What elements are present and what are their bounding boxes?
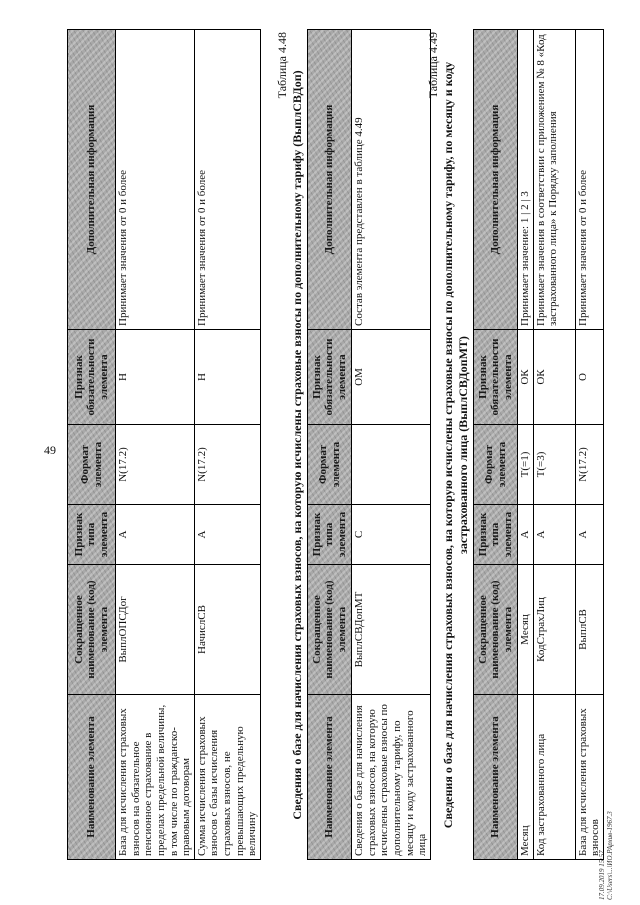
cell-info: Принимает значение: 1 | 2 | 3 (518, 30, 534, 330)
header-name: Наименование элемента (308, 695, 352, 860)
cell-name: База для исчисления страховых взносов (575, 695, 603, 860)
cell-format: N(17.2) (575, 425, 603, 505)
cell-code: КодСтрахЛиц (533, 565, 575, 695)
table-top (67, 29, 261, 860)
cell-info: Принимает значения от 0 и более (194, 30, 260, 330)
cell-required: Н (116, 330, 195, 425)
cell-type: А (575, 505, 603, 565)
header-short-name: Сокращенное наименование (код) элемента (308, 565, 352, 695)
table-449-section (426, 30, 604, 860)
table-449-title: Сведения о базе для начисления страховых взносов, на которую исчислены страховые взносы по дополнительному тарифу, по месяцу и коду застрахованного лица (ВыплСВДопМТ) (441, 61, 470, 829)
table-449-label: Таблица 4.49 (426, 32, 440, 99)
cell-code: Месяц (518, 565, 534, 695)
table-449 (473, 29, 604, 860)
cell-type: А (116, 505, 195, 565)
cell-name: Месяц (518, 695, 534, 860)
table-448-title: Сведения о базе для начисления страховых взносов, на которую исчислены страховые взносы по дополнительному тарифу (ВыплСВДоп) (290, 70, 304, 820)
page-number: 49 (44, 443, 56, 457)
cell-name: Код застрахованного лица (533, 695, 575, 860)
cell-type: С (352, 505, 431, 565)
header-name: Наименование элемента (68, 695, 116, 860)
cell-name: Сумма исчисления страховых взносов с базы исчисления страховых взносов, не превышающих предельную величину (194, 695, 260, 860)
table-top-section (67, 29, 261, 860)
cell-info: Принимает значения в соответствии с приложением № 8 «Код застрахованного лица» к Порядку заполнения (533, 30, 575, 330)
cell-type: А (533, 505, 575, 565)
table-row (575, 30, 603, 860)
cell-code: ВыплОПСДог (116, 565, 195, 695)
cell-format (352, 425, 431, 505)
cell-format: N(17.2) (116, 425, 195, 505)
cell-required: ОК (533, 330, 575, 425)
header-format: Формат элемента (68, 425, 116, 505)
footer-stamp (598, 811, 615, 900)
cell-type: А (518, 505, 534, 565)
cell-format: Т(=1) (518, 425, 534, 505)
table-row (533, 30, 575, 860)
cell-info: Принимает значения от 0 и более (116, 30, 195, 330)
table-row (116, 30, 195, 860)
cell-format: N(17.2) (194, 425, 260, 505)
cell-type: А (194, 505, 260, 565)
footer-date: 17.09.2019 15:57 (598, 850, 606, 900)
table-448-label: Таблица 4.48 (275, 32, 289, 99)
header-required: Признак обязательности элемента (68, 330, 116, 425)
cell-required: О (575, 330, 603, 425)
cell-code: ВыплСВДопМТ (352, 565, 431, 695)
header-required: Признак обязательности элемента (474, 330, 518, 425)
header-extra: Дополнительная информация (68, 30, 116, 330)
header-format: Формат элемента (308, 425, 352, 505)
header-required: Признак обязательности элемента (308, 330, 352, 425)
table-448 (307, 29, 431, 860)
cell-code: НачислСВ (194, 565, 260, 695)
header-type: Признак типа элемента (474, 505, 518, 565)
cell-required: ОК (518, 330, 534, 425)
header-format: Формат элемента (474, 425, 518, 505)
table-row (194, 30, 260, 860)
header-name: Наименование элемента (474, 695, 518, 860)
cell-format: Т(=3) (533, 425, 575, 505)
cell-name: База для исчисления страховых взносов на обязательное пенсионное страхование в пределах предельной величины, в том числе по гражданско-правовым договорам (116, 695, 195, 860)
table-row (518, 30, 534, 860)
cell-code: ВыплСВ (575, 565, 603, 695)
cell-info: Принимает значения от 0 и более (575, 30, 603, 330)
table-row (352, 30, 431, 860)
header-extra: Дополнительная информация (308, 30, 352, 330)
header-type: Признак типа элемента (68, 505, 116, 565)
cell-info: Состав элемента представлен в таблице 4.49 (352, 30, 431, 330)
cell-name: Сведения о базе для начисления страховых взносов, на которую исчислены страховые взносы по дополнительному тарифу, по месяцу и коду застрахованного лица (352, 695, 431, 860)
header-type: Признак типа элемента (308, 505, 352, 565)
cell-required: Н (194, 330, 260, 425)
header-extra: Дополнительная информация (474, 30, 518, 330)
table-448-section (275, 30, 431, 860)
header-short-name: Сокращенное наименование (код) элемента (68, 565, 116, 695)
footer-path: С:\Users\...\ИО.РАрхив-1967.3 (606, 811, 615, 900)
cell-required: ОМ (352, 330, 431, 425)
header-short-name: Сокращенное наименование (код) элемента (474, 565, 518, 695)
